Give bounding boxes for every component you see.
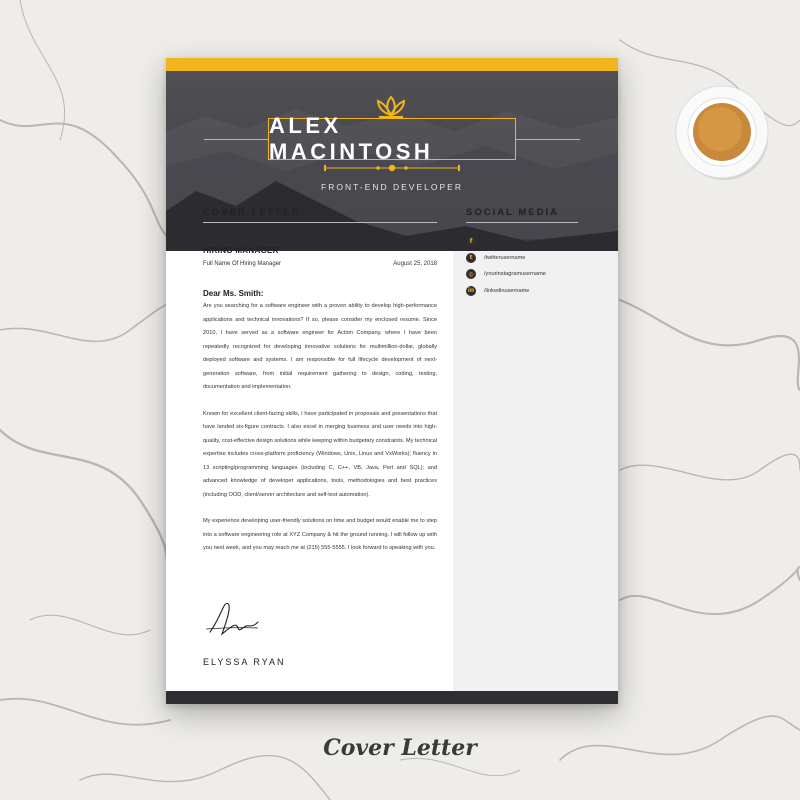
header-line-left [204, 139, 268, 140]
caption-title: Cover Letter [323, 735, 477, 761]
letter-date: August 25, 2018 [393, 261, 437, 267]
recipient-title: HIRING MANAGER [203, 246, 279, 255]
recipient-name: Full Name Of Hiring Manager [203, 261, 282, 267]
candidate-name: ALEX MACINTOSH [269, 113, 434, 164]
coffee-cup [672, 82, 772, 182]
salutation: Dear Ms. Smith: [203, 289, 264, 298]
name-ornament [322, 163, 462, 173]
footer-bar [166, 691, 618, 704]
social-item-twitter[interactable] [466, 250, 578, 267]
job-title: FRONT-END DEVELOPER [321, 182, 463, 192]
social-handle: /linkedinusername [484, 287, 530, 294]
sidebar-panel [453, 251, 618, 691]
social-handle: /yourfacebookusername [484, 238, 545, 245]
cover-letter-heading: COVER LETTER [203, 207, 301, 218]
social-item-linkedin[interactable] [466, 283, 578, 300]
facebook-icon: f [466, 236, 476, 246]
letter-paragraph: Known for excellent client-facing skills, I have participated in proposals and presentations that have landed six-figure contracts. I also excel in merging business and user needs into high-quality, cost-effective design solutions while keeping within budgetary constraints. My technical expertise includes cross-platform proficiency (Windows, Unix, Linux and VxWorks); fluency in 13 scripting/programming languages (including C, C++, VB, Java, Perl and SQL); and advanced knowledge of developer applications, tools, methodologies and best practices (including OOD, client/server architecture and self-test automation). [203, 410, 437, 498]
heading-rule [203, 222, 437, 223]
recipient-row [203, 261, 437, 267]
signature-image [202, 598, 262, 640]
name-frame [268, 113, 516, 164]
letter-paragraph: Are you searching for a software engineer with a proven ability to develop high-performance applications and technical innovations? If so, please consider my enclosed resume. Since 2010, I have served as a software engineer for Action Company, where I have been repeatedly recognized for developing innovative solutions for multimillion-dollar, globally deployed software and systems. I am responsible for full lifecycle development of next-generation software, from initial requirement gathering to design, coding, testing, documentation and implementation. [203, 303, 437, 390]
twitter-icon: t [466, 253, 476, 263]
cover-letter-section [203, 207, 437, 556]
social-media-heading: SOCIAL MEDIA [466, 207, 559, 218]
top-accent-bar [166, 58, 618, 71]
social-handle: /twitterusername [484, 254, 526, 261]
social-handle: /yourinstagramusername [484, 271, 546, 278]
header-line-right [516, 139, 580, 140]
social-heading-rule [466, 222, 578, 223]
instagram-icon: ◎ [466, 269, 476, 279]
social-media-section [466, 207, 578, 299]
to-label: To [203, 237, 210, 243]
signer-name: ELYSSA RYAN [203, 657, 286, 667]
social-item-instagram[interactable] [466, 266, 578, 283]
linkedin-icon: in [467, 287, 475, 295]
letter-paragraph: My experience developing user-friendly solutions on time and budget would enable me to step into a software engineering role at XYZ Company & hit the ground running. I will follow up with you next week, and you may reach me at (215) 555-5555. I look forward to speaking with you. [203, 518, 437, 551]
social-list [466, 233, 578, 299]
resume-sheet [166, 58, 618, 704]
social-item-facebook[interactable] [466, 233, 578, 250]
